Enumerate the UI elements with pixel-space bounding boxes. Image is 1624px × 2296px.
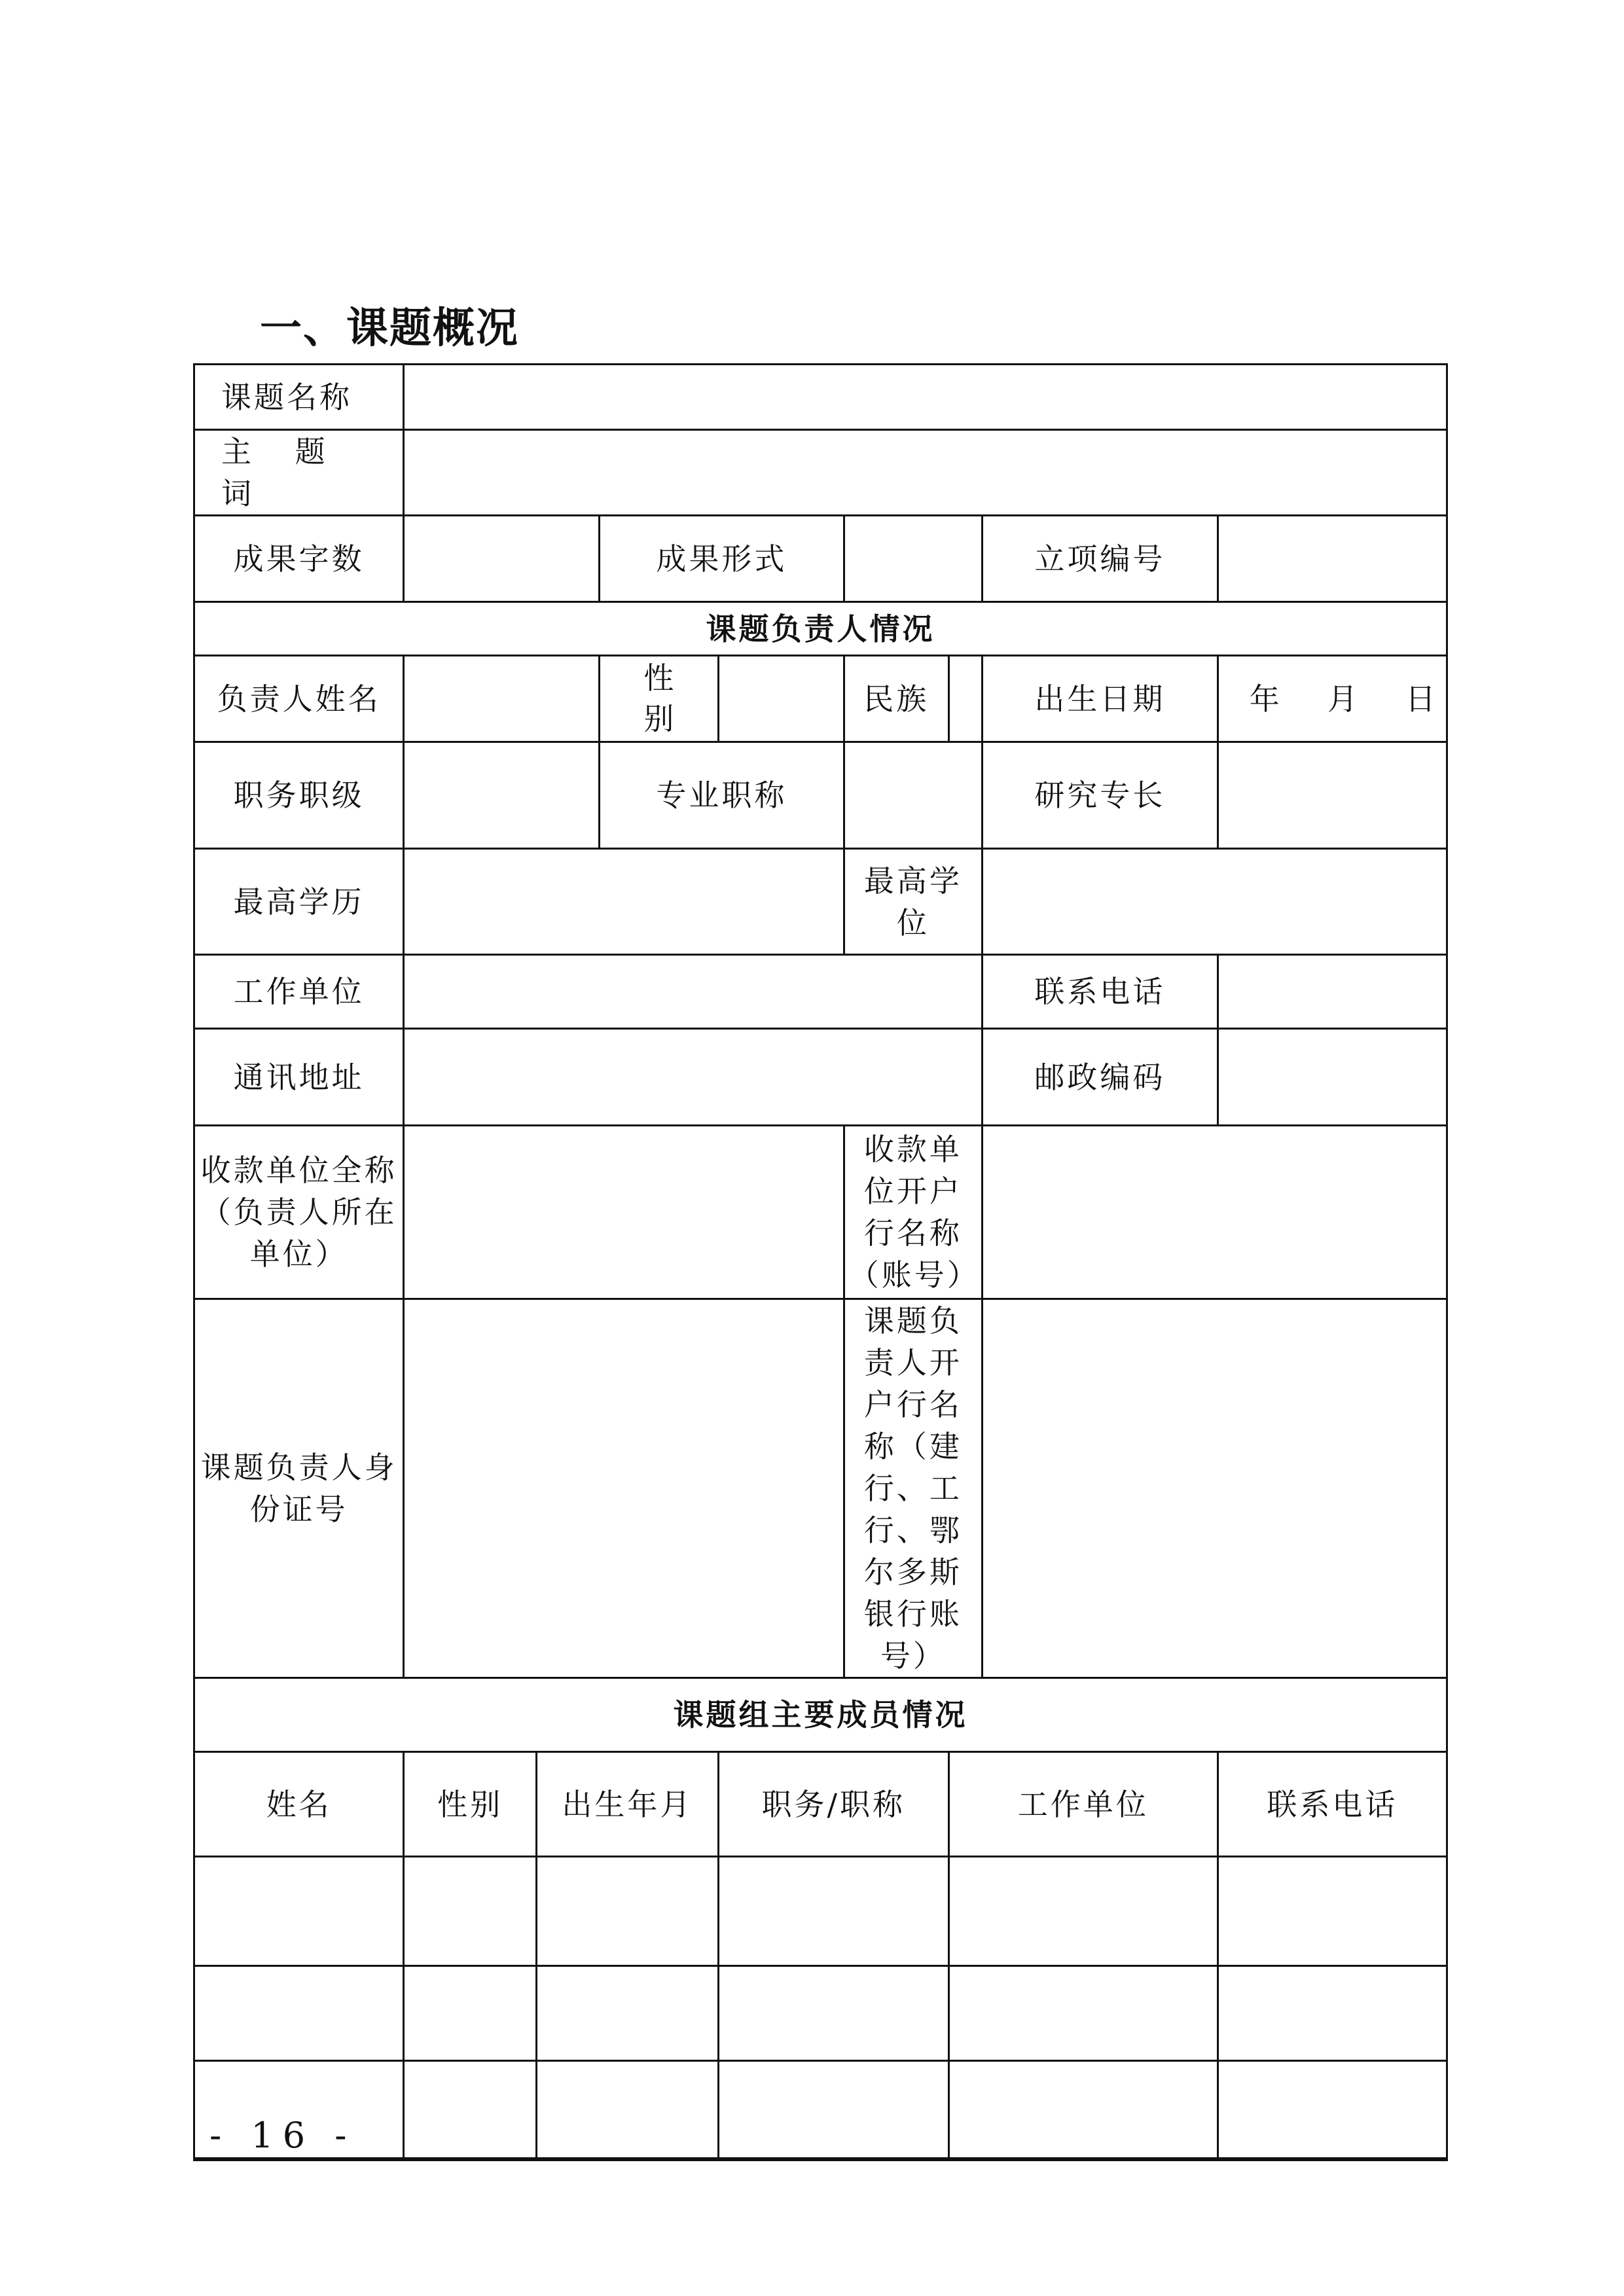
leader-id-field[interactable] [404,1299,844,1678]
member-position-field[interactable] [718,1857,948,1966]
payee-bank-label: 收款单位开户行名称（账号） [844,1126,982,1299]
result-form-label: 成果形式 [600,516,844,602]
member-gender-field[interactable] [404,1857,537,1966]
position-label: 职务职级 [194,742,404,849]
degree-field[interactable] [983,849,1447,955]
leader-name-label: 负责人姓名 [194,656,404,742]
member-col-gender: 性别 [404,1752,537,1857]
member-employer-field[interactable] [948,1966,1218,2061]
member-col-position: 职务/职称 [718,1752,948,1857]
keywords-field[interactable] [404,430,1447,516]
specialty-field[interactable] [1218,742,1447,849]
member-row [194,2061,1447,2159]
member-phone-field[interactable] [1218,2061,1447,2159]
result-info-row [194,516,1447,602]
professional-title-label: 专业职称 [600,742,844,849]
member-col-phone: 联系电话 [1218,1752,1447,1857]
gender-label [600,656,718,742]
project-number-label: 立项编号 [983,516,1218,602]
member-name-field[interactable] [194,1966,404,2061]
member-gender-field[interactable] [404,2061,537,2159]
member-row [194,1966,1447,2061]
members-section-heading: 课题组主要成员情况 [194,1678,1447,1752]
specialty-label: 研究专长 [983,742,1218,849]
member-birth-field[interactable] [537,1857,719,1966]
members-header-row [194,1752,1447,1857]
ethnicity-field[interactable] [948,656,982,742]
leader-id-row [194,1299,1447,1678]
professional-title-field[interactable] [844,742,982,849]
birth-date-field[interactable]: 年 月 日 [1218,656,1447,742]
project-name-field[interactable] [404,365,1447,430]
member-birth-field[interactable] [537,2061,719,2159]
postcode-label: 邮政编码 [983,1029,1218,1126]
postcode-field[interactable] [1218,1029,1447,1126]
leader-education-row [194,849,1447,955]
birth-date-label: 出生日期 [983,656,1218,742]
employer-label: 工作单位 [194,955,404,1029]
phone-field[interactable] [1218,955,1447,1029]
position-field[interactable] [404,742,600,849]
member-col-name: 姓名 [194,1752,404,1857]
leader-id-label: 课题负责人身份证号 [194,1299,404,1678]
leader-name-field[interactable] [404,656,600,742]
page-number: - 16 - [209,2115,356,2156]
ethnicity-label: 民族 [844,656,948,742]
education-field[interactable] [404,849,844,955]
keywords-label: 主 题 词 [194,430,404,516]
payee-row [194,1126,1447,1299]
leader-bank-label: 课题负责人开户行名称（建行、工行、鄂尔多斯银行账号） [844,1299,982,1678]
payee-bank-field[interactable] [983,1126,1447,1299]
project-number-field[interactable] [1218,516,1447,602]
phone-label: 联系电话 [983,955,1218,1029]
degree-label: 最高学位 [844,849,982,955]
employer-field[interactable] [404,955,983,1029]
member-employer-field[interactable] [948,2061,1218,2159]
member-position-field[interactable] [718,1966,948,2061]
education-label: 最高学历 [194,849,404,955]
member-employer-field[interactable] [948,1857,1218,1966]
word-count-label: 成果字数 [194,516,404,602]
leader-basic-row [194,656,1447,742]
project-name-label: 课题名称 [194,365,404,430]
leader-bank-field[interactable] [983,1299,1447,1678]
address-field[interactable] [404,1029,983,1126]
members-heading-row [194,1678,1447,1752]
leader-heading-row [194,602,1447,656]
member-phone-field[interactable] [1218,1966,1447,2061]
member-gender-field[interactable] [404,1966,537,2061]
member-col-employer: 工作单位 [948,1752,1218,1857]
keywords-row [194,430,1447,516]
project-overview-form [193,363,1448,2161]
leader-employer-row [194,955,1447,1029]
member-row [194,1857,1447,1966]
member-col-birth: 出生年月 [537,1752,719,1857]
leader-position-row [194,742,1447,849]
project-name-row [194,365,1447,430]
member-birth-field[interactable] [537,1966,719,2061]
payee-field[interactable] [404,1126,844,1299]
member-phone-field[interactable] [1218,1857,1447,1966]
gender-field[interactable] [718,656,844,742]
member-name-field[interactable] [194,1857,404,1966]
word-count-field[interactable] [404,516,600,602]
leader-section-heading: 课题负责人情况 [194,602,1447,656]
section-title: 一、课题概况 [260,304,519,353]
gender-label-text: 性别 [643,660,674,736]
payee-label: 收款单位全称（负责人所在单位） [194,1126,404,1299]
address-label: 通讯地址 [194,1029,404,1126]
result-form-field[interactable] [844,516,982,602]
leader-address-row [194,1029,1447,1126]
member-position-field[interactable] [718,2061,948,2159]
